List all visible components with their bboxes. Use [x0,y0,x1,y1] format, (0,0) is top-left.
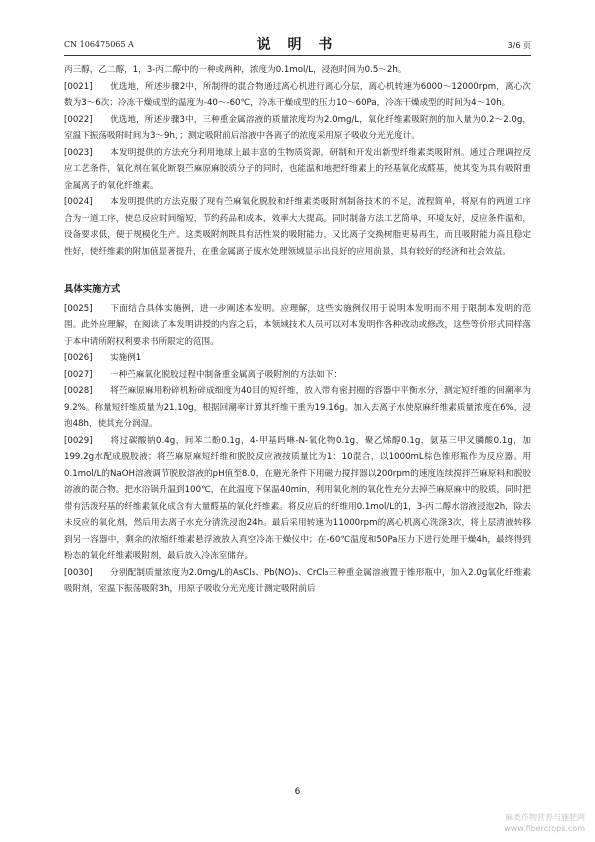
paragraph-number: [0024] [64,197,93,207]
paragraph-number: [0028] [64,386,93,396]
paragraph-number: [0021] [64,81,93,92]
paragraph-number: [0022] [64,114,93,125]
paragraph [64,194,531,260]
paragraph-number: [0025] [64,303,93,314]
paragraph [64,367,531,384]
paragraph-text: 本发明提供的方法充分利用地球上最丰富的生物质资源，研制和开发出新型纤维素类吸附剂。通过合理调控反应工艺条件，氧化剂在氧化断裂苎麻原麻胶质分子的同时，也能温和地把纤维素上的羟基氧化成醛基，使其变为具有吸附重金属离子的氧化纤维素。 [64,147,531,191]
watermark-line: 麻类作物营养与施肥网 [505,813,585,822]
paragraph-text: 一种苎麻氧化脱胶过程中制备重金属离子吸附剂的方法如下： [110,369,343,380]
page-header [64,34,531,54]
continued-line: 丙三醇，乙二醇，1，3-丙二醇中的一种或两种，浓度为0.1mol/L，浸泡时间为0.5～2h。 [64,65,407,75]
page-indicator: 3/6 页 [507,41,531,50]
paragraph-number: [0029] [64,435,93,446]
paragraph-text: 将过碳酸钠0.4g，间苯二酚0.1g，4-甲基吗啉-N-氧化物0.1g，聚乙烯醇0.1g，氨基三甲叉膦酸0.1g，加199.2g水配成脱胶液；将苎麻原麻短纤维和脱胶反应液按质量比为1：10混合，以1000mL棕色锥形瓶作为反应器。用0.1mol/L的NaOH溶液调节脱胶溶液的pH值至8.0，在避光条件下用磁力搅拌器以200rpm的速度连续搅拌苎麻原料和脱胶溶液的混合物。把水浴锅升温到100℃，在此温度下保温40min，利用氧化剂的氧化性充分去掉苎麻原麻中的胶质，同时把带有活泼羟基的纤维素氧化成含有大量醛基的氧化纤维素。将反应后的纤维用0.1mol/L的1，3-丙二醇水溶液浸泡2h，除去未反应的氧化剂，然后用去离子水充分清洗浸泡24h。最后采用转速为11000rpm的离心机离心洗涤3次，将上层清液转移到另一容器中，剩余的浓缩纤维素悬浮液放入真空冷冻干燥仪中；在-60℃温度和50Pa压力下进行处理干燥4h，最终得到粉态的氧化纤维素吸附剂，最后放入冷冻室储存。 [64,435,531,561]
spacer [64,260,531,270]
paragraph-number: [0026] [64,353,93,363]
paragraph-text: 优选地，所述步骤2中，所制得的混合物通过离心机进行离心分层，离心机转速为6000～12000rpm，离心次数为3～6次；冷冻干燥成型的温度为-40～-60℃，冷冻干燥成型的压力10～60Pa，冷冻干燥成型的时间为4～10h。 [64,81,531,108]
paragraph [64,433,531,565]
paragraph [64,79,531,112]
paragraph-text: 实施例1 [110,353,142,363]
document-title: 说 明 书 [256,37,339,53]
header-divider [64,55,531,56]
paragraph [64,112,531,145]
paragraph [64,301,531,351]
paragraph-text: 下面结合具体实施例，进一步阐述本发明。应理解，这些实施例仅用于说明本发明而不用于限制本发明的范围。此外应理解，在阅读了本发明讲授的内容之后，本领域技术人员可以对本发明作各种改动或修改，这些等价形式同样落于本申请所附权利要求书所限定的范围。 [64,303,531,347]
paragraph-number: [0027] [64,369,93,380]
patent-number: CN 106475065 A [64,40,134,49]
document-body [64,62,531,598]
section-title: 具体实施方式 [64,284,121,295]
paragraph-text: 优选地，所述步骤3中，三种重金属溶液的质量浓度均为2.0mg/L，氧化纤维素吸附剂的加入量为0.2～2.0g，室温下振荡吸附时间为3～9h，；测定吸附前后溶液中各离子的浓度采用原子吸收分光光度计。 [64,114,531,141]
paragraph [64,383,531,433]
watermark [504,812,585,834]
paragraph [64,350,531,367]
paragraph [64,565,531,598]
paragraph-number: [0030] [64,567,93,578]
paragraph-text: 分别配制质量浓度为2.0mg/L的AsCl₃、Pb(NO)₃、CrCl₃三种重金属溶液置于锥形瓶中，加入2.0g氧化纤维素吸附剂，室温下振荡吸附3h，用原子吸收分光光度计测定吸附前后 [64,567,531,594]
paragraph-text: 将苎麻原麻用粉碎机粉碎成细度为40目的短纤维，放入带有密封圈的容器中平衡水分，测定短纤维的回潮率为9.2%。称量短纤维质量为21.10g，根据回潮率计算其纤维干重为19.16g。加入去离子水使原麻纤维素质量浓度在6%，浸泡48h，使其充分润湿。 [64,386,531,429]
watermark-line: www.fibercrops.com [504,824,585,833]
page-number: 6 [294,787,301,797]
paragraph-number: [0023] [64,147,93,158]
paragraph-text: 本发明提供的方法克服了现有苎麻氧化脱胶和纤维素类吸附剂制备技术的不足，流程简单，将原有的两道工序合为一道工序，使总反应时间缩短，节约药品和成本，效率大大提高。同时制备方法工艺简单，环境友好，反应条件温和，设备要求低，便于规模化生产。这类吸附剂既具有活性炭的吸附能力，又比离子交换树脂更易再生，而且吸附能力高且稳定性好，使纤维素的附加值显著提升，在重金属离子废水处理领域显示出良好的应用前景，具有较好的经济和社会效益。 [64,197,531,257]
paragraph [64,145,531,195]
